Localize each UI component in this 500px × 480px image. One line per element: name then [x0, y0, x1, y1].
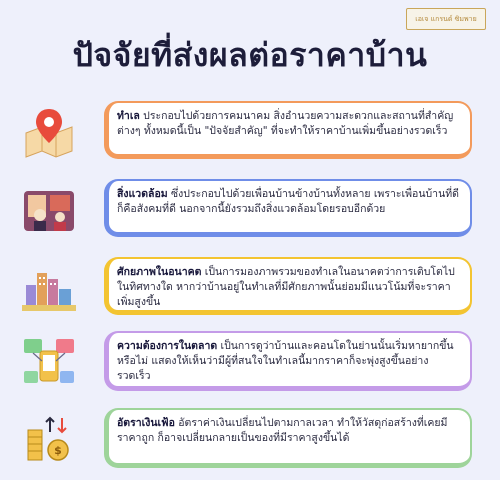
market-demand-icon	[20, 333, 78, 391]
factor-keyword: อัตราเงินเฟ้อ	[117, 417, 175, 429]
factor-keyword: ทำเล	[117, 110, 140, 122]
factor-description: ซึ่งประกอบไปด้วยเพื่อนบ้านข้างบ้านทั้งหลาย เพราะเพื่อนบ้านที่ดีก็คือสังคมที่ดี นอกจากนี้ยังรวมถึงสิ่งแวดล้อมโดยรอบอีกด้วย	[117, 188, 459, 215]
factor-description: เป็นการดูว่าบ้านและคอนโดในย่านนั้นเริ่มหายากขึ้นหรือไม่ แสดงให้เห็นว่ามีผู้ที่สนใจในทำเลนี้มากราคาก็จะพุ่งสูงขึ้นอย่างรวดเร็ว	[117, 340, 454, 382]
factor-description: ประกอบไปด้วยการคมนาคม สิ่งอำนวยความสะดวกและสถานที่สำคัญต่างๆ ทั้งหมดนี้เป็น "ปัจจัยสำคัญ" ที่จะทำให้ราคาบ้านเพิ่มขึ้นอย่างรวดเร็ว	[117, 110, 454, 137]
factor-card-future-potential	[104, 257, 472, 315]
neighborhood-icon	[20, 181, 78, 239]
svg-text:$: $	[54, 444, 62, 457]
page-title: ปัจจัยที่ส่งผลต่อราคาบ้าน	[72, 36, 428, 74]
factor-card-inflation	[104, 408, 472, 468]
factor-card-location	[104, 101, 472, 159]
brand-logo-text: เอเจ แกรนด์ ซิมพาย	[415, 15, 477, 23]
brand-logo	[406, 8, 486, 30]
factor-keyword: สิ่งแวดล้อม	[117, 188, 168, 200]
map-location-icon	[20, 103, 78, 161]
factor-card-environment	[104, 179, 472, 237]
city-skyline-icon	[20, 259, 78, 317]
factor-card-market-demand	[104, 331, 472, 391]
factor-description: เป็นการมองภาพรวมของทำเลในอนาคตว่าการเติบโตไปในทิศทางใด หากว่าบ้านอยู่ในทำเลที่มีศักยภาพนั้นย่อมมีแนวโน้มที่จะราคาเพิ่มสูงขึ้น	[117, 266, 455, 308]
factor-keyword: ความต้องการในตลาด	[117, 340, 218, 352]
factor-keyword: ศักยภาพในอนาคต	[117, 266, 202, 278]
inflation-coins-icon	[20, 410, 78, 468]
factor-description: อัตราค่าเงินเปลี่ยนไปตามกาลเวลา ทำให้วัสดุก่อสร้างที่เคยมีราคาถูก ก็อาจเปลี่ยนกลายเป็นของที่มีราคาสูงขึ้นได้	[117, 417, 448, 444]
